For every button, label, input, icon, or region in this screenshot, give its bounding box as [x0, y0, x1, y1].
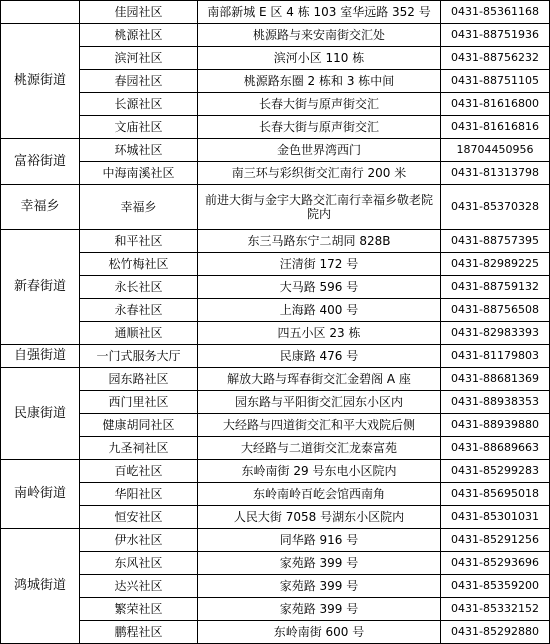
address-cell: 东三马路东宁二胡同 828B: [198, 230, 441, 253]
address-cell: 金色世界湾西门: [198, 139, 441, 162]
community-cell: 一门式服务大厅: [80, 345, 198, 368]
community-cell: 桃源社区: [80, 24, 198, 47]
address-cell: 大经路与二道街交汇龙泰富苑: [198, 437, 441, 460]
table-row: [1, 437, 550, 460]
address-cell: 桃源路与来安南街交汇处: [198, 24, 441, 47]
address-cell: 长春大街与原声街交汇: [198, 116, 441, 139]
phone-cell: 0431-85332152: [441, 598, 550, 621]
table-row: [1, 47, 550, 70]
phone-cell: 0431-82983393: [441, 322, 550, 345]
phone-cell: 0431-85695018: [441, 483, 550, 506]
address-cell: 东岭南岭百屹会馆西南角: [198, 483, 441, 506]
phone-cell: 0431-88751105: [441, 70, 550, 93]
table-row: [1, 368, 550, 391]
table-row: [1, 276, 550, 299]
community-cell: 恒安社区: [80, 506, 198, 529]
street-cell: 新春街道: [1, 230, 80, 345]
street-cell: 富裕街道: [1, 139, 80, 185]
address-cell: 前进大街与金宇大路交汇南行幸福乡敬老院院内: [198, 185, 441, 230]
table-row: [1, 253, 550, 276]
phone-cell: 0431-81616800: [441, 93, 550, 116]
address-cell: 滨河小区 110 栋: [198, 47, 441, 70]
phone-cell: 0431-85299283: [441, 460, 550, 483]
street-cell: 民康街道: [1, 368, 80, 460]
community-cell: 环城社区: [80, 139, 198, 162]
address-cell: 人民大街 7058 号湖东小区院内: [198, 506, 441, 529]
phone-cell: 0431-81616816: [441, 116, 550, 139]
table-row: [1, 483, 550, 506]
phone-cell: 0431-88939880: [441, 414, 550, 437]
phone-cell: 0431-85292880: [441, 621, 550, 644]
address-cell: 大经路与四道街交汇和平大戏院后侧: [198, 414, 441, 437]
community-cell: 永春社区: [80, 299, 198, 322]
table-row: [1, 460, 550, 483]
table-row: [1, 185, 550, 230]
address-cell: 家苑路 399 号: [198, 575, 441, 598]
community-cell: 伊水社区: [80, 529, 198, 552]
community-cell: 健康胡同社区: [80, 414, 198, 437]
street-cell: 自强街道: [1, 345, 80, 368]
street-cell: [1, 1, 80, 24]
address-cell: 民康路 476 号: [198, 345, 441, 368]
phone-cell: 0431-85359200: [441, 575, 550, 598]
community-cell: 松竹梅社区: [80, 253, 198, 276]
community-cell: 鹏程社区: [80, 621, 198, 644]
community-cell: 滨河社区: [80, 47, 198, 70]
phone-cell: 0431-81313798: [441, 162, 550, 185]
community-cell: 幸福乡: [80, 185, 198, 230]
address-cell: 东岭南街 600 号: [198, 621, 441, 644]
address-cell: 园东路与平阳街交汇园东小区内: [198, 391, 441, 414]
table-row: [1, 139, 550, 162]
address-cell: 南部新城 E 区 4 栋 103 室华远路 352 号: [198, 1, 441, 24]
table-row: [1, 93, 550, 116]
table-row: [1, 70, 550, 93]
phone-cell: 0431-88751936: [441, 24, 550, 47]
address-cell: 桃源路东圈 2 栋和 3 栋中间: [198, 70, 441, 93]
phone-cell: 0431-85370328: [441, 185, 550, 230]
community-cell: 和平社区: [80, 230, 198, 253]
phone-cell: 0431-81179803: [441, 345, 550, 368]
community-cell: 华阳社区: [80, 483, 198, 506]
address-cell: 同华路 916 号: [198, 529, 441, 552]
phone-cell: 0431-88759132: [441, 276, 550, 299]
table-row: [1, 230, 550, 253]
table-row: [1, 529, 550, 552]
phone-cell: 0431-88681369: [441, 368, 550, 391]
community-cell: 通顺社区: [80, 322, 198, 345]
table-row: [1, 621, 550, 644]
table-row: [1, 575, 550, 598]
table-row: [1, 322, 550, 345]
address-cell: 大马路 596 号: [198, 276, 441, 299]
phone-cell: 0431-85301031: [441, 506, 550, 529]
phone-cell: 0431-88756232: [441, 47, 550, 70]
table-row: [1, 24, 550, 47]
address-cell: 家苑路 399 号: [198, 598, 441, 621]
address-cell: 上海路 400 号: [198, 299, 441, 322]
table-row: [1, 299, 550, 322]
table-body: [1, 1, 550, 644]
phone-cell: 18704450956: [441, 139, 550, 162]
address-cell: 四五小区 23 栋: [198, 322, 441, 345]
address-cell: 东岭南街 29 号东电小区院内: [198, 460, 441, 483]
address-cell: 南三环与彩织街交汇南行 200 米: [198, 162, 441, 185]
community-cell: 长源社区: [80, 93, 198, 116]
community-cell: 百屹社区: [80, 460, 198, 483]
table-row: [1, 162, 550, 185]
table-row: [1, 1, 550, 24]
community-cell: 园东路社区: [80, 368, 198, 391]
community-cell: 佳园社区: [80, 1, 198, 24]
community-cell: 达兴社区: [80, 575, 198, 598]
address-cell: 家苑路 399 号: [198, 552, 441, 575]
community-cell: 中海南溪社区: [80, 162, 198, 185]
address-cell: 长春大街与原声街交汇: [198, 93, 441, 116]
community-cell: 繁荣社区: [80, 598, 198, 621]
street-cell: 幸福乡: [1, 185, 80, 230]
phone-cell: 0431-88756508: [441, 299, 550, 322]
phone-cell: 0431-88757395: [441, 230, 550, 253]
street-cell: 鸿城街道: [1, 529, 80, 644]
address-cell: 解放大路与珲春街交汇金碧阁 A 座: [198, 368, 441, 391]
phone-cell: 0431-85293696: [441, 552, 550, 575]
address-cell: 汪清街 172 号: [198, 253, 441, 276]
street-cell: 桃源街道: [1, 24, 80, 139]
community-cell: 九圣祠社区: [80, 437, 198, 460]
phone-cell: 0431-85291256: [441, 529, 550, 552]
community-cell: 东风社区: [80, 552, 198, 575]
community-cell: 永长社区: [80, 276, 198, 299]
table-row: [1, 552, 550, 575]
table-row: [1, 345, 550, 368]
community-cell: 春园社区: [80, 70, 198, 93]
phone-cell: 0431-82989225: [441, 253, 550, 276]
street-cell: 南岭街道: [1, 460, 80, 529]
phone-cell: 0431-88938353: [441, 391, 550, 414]
table-row: [1, 391, 550, 414]
community-cell: 文庙社区: [80, 116, 198, 139]
table-row: [1, 598, 550, 621]
table-row: [1, 414, 550, 437]
phone-cell: 0431-88689663: [441, 437, 550, 460]
phone-cell: 0431-85361168: [441, 1, 550, 24]
table-row: [1, 506, 550, 529]
table-row: [1, 116, 550, 139]
community-cell: 西门里社区: [80, 391, 198, 414]
